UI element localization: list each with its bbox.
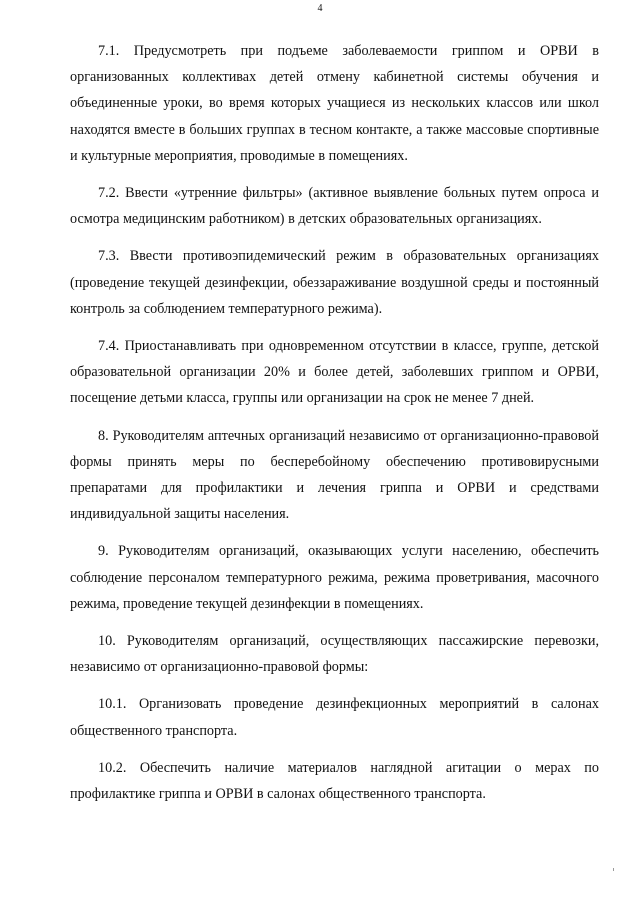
document-body xyxy=(70,38,599,818)
paragraph-10-2: 10.2. Обеспечить наличие материалов наглядной агитации о мерах по профилактике гриппа и ОРВИ в салонах общественного транспорта. xyxy=(70,759,599,803)
paragraph-10: 10. Руководителям организаций, осуществляющих пассажирские перевозки, независимо от организационно-правовой формы: xyxy=(70,633,599,676)
paragraph-9: 9. Руководителям организаций, оказывающих услуги населению, обеспечить соблюдение персоналом температурного режима, режима проветривания, масочного режима, проведение текущей дезинфекции в помещениях. xyxy=(70,543,599,612)
paragraph-8: 8. Руководителям аптечных организаций независимо от организационно-правовой формы принять меры по бесперебойному обеспечению противовирусными препаратами для профилактики и лечения гриппа и ОРВИ и средствами индивидуальной защиты населения. xyxy=(70,427,599,523)
paragraph-10-1: 10.1. Организовать проведение дезинфекционных мероприятий в салонах общественного транспорта. xyxy=(70,696,599,739)
scan-edge-mark xyxy=(613,868,614,871)
paragraph-7-3: 7.3. Ввести противоэпидемический режим в образовательных организациях (проведение текущей дезинфекции, обеззараживание воздушной среды и постоянный контроль за соблюдением температурного режима). xyxy=(70,248,599,317)
page-number: 4 xyxy=(317,3,323,14)
paragraph-7-1: 7.1. Предусмотреть при подъеме заболеваемости гриппом и ОРВИ в организованных коллективах детей отмену кабинетной системы обучения и объединенные уроки, во время которых учащиеся из нескольких классов или школ находятся вместе в больших группах в тесном контакте, а также массовые спортивные и культурные мероприятия, проводимые в помещениях. xyxy=(70,43,599,164)
paragraph-7-4: 7.4. Приостанавливать при одновременном отсутствии в классе, группе, детской образовательной организации 20% и более детей, заболевших гриппом и ОРВИ, посещение детьми класса, группы или организации на срок не менее 7 дней. xyxy=(70,338,599,407)
paragraph-7-2: 7.2. Ввести «утренние фильтры» (активное выявление больных путем опроса и осмотра медицинским работником) в детских образовательных организациях. xyxy=(70,185,599,228)
